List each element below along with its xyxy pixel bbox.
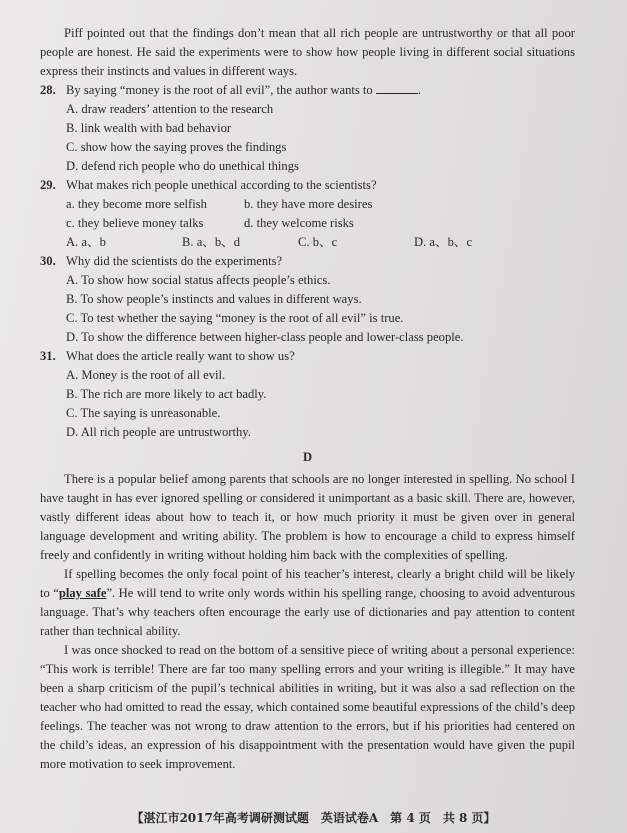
- option-d: D. a、b、c: [414, 235, 473, 249]
- statement-row: [40, 214, 575, 233]
- option-d: D. To show the difference between higher-class people and lower-class people.: [66, 330, 464, 344]
- question-29: [40, 176, 575, 252]
- question-31: [40, 347, 575, 442]
- option-b: B. The rich are more likely to act badly.: [66, 387, 267, 401]
- question-stem: By saying “money is the root of all evil”, the author wants to .: [66, 83, 422, 97]
- passage-paragraph-3: I was once shocked to read on the bottom of a sensitive piece of writing about a personal experience: “This work is terrible! There are far too many spelling errors and your writing is illegible.” It may have been a sharp criticism of the pupil’s technical abilities in writing, but it was also a sad reflection on the teacher who had omitted to read the essay, which contained some beautiful expressions of the child’s deep feelings. The teacher was not wrong to draw attention to the errors, but if his priorities had centered on the child’s ideas, an expression of his disappointment with the presentation would have given the pupil more motivation to seek improvement.: [40, 643, 575, 771]
- question-number: 31.: [40, 349, 56, 363]
- statement-d: d. they welcome risks: [244, 216, 354, 230]
- option-d: D. All rich people are untrustworthy.: [66, 425, 251, 439]
- section-heading: D: [302, 450, 313, 464]
- page-footer: 【湛江市2017年高考调研测试题 英语试卷A 第 4 页 共 8 页】: [131, 811, 496, 825]
- passage-paragraph-2: If spelling becomes the only focal point of his teacher’s interest, clearly a bright child will be likely to “play safe”. He will tend to write only words within his spelling range, choosing to avoid adventurous language. That’s why teachers often encourage the early use of dictionaries and pay attention to content rather than technical ability.: [40, 567, 575, 638]
- option-c: C. To test whether the saying “money is the root of all evil” is true.: [66, 311, 404, 325]
- question-stem: What does the article really want to show us?: [66, 349, 295, 363]
- statement-row: [40, 195, 575, 214]
- option-a: A. draw readers’ attention to the research: [66, 102, 274, 116]
- option-d: D. defend rich people who do unethical things: [66, 159, 299, 173]
- option-row: [40, 233, 575, 252]
- statement-a: a. they become more selfish: [66, 197, 207, 211]
- underlined-phrase: play safe: [58, 586, 107, 600]
- option-c: C. The saying is unreasonable.: [66, 406, 221, 420]
- intro-paragraph: Piff pointed out that the findings don’t mean that all rich people are untrustworthy or that all poor people are honest. He said the experiments were to show how people living in different social situations express their instincts and values in different ways.: [40, 26, 575, 78]
- statement-c: c. they believe money talks: [66, 216, 204, 230]
- option-b: B. link wealth with bad behavior: [66, 121, 232, 135]
- option-c: C. show how the saying proves the findings: [66, 140, 287, 154]
- option-a: A. To show how social status affects people’s ethics.: [66, 273, 331, 287]
- option-a: A. Money is the root of all evil.: [66, 368, 226, 382]
- question-number: 29.: [40, 178, 56, 192]
- question-number: 28.: [40, 83, 56, 97]
- option-a: A. a、b: [66, 235, 106, 249]
- question-30: [40, 252, 575, 347]
- question-28: [40, 81, 575, 176]
- option-c: C. b、c: [298, 235, 338, 249]
- question-number: 30.: [40, 254, 56, 268]
- option-b: B. To show people’s instincts and values in different ways.: [66, 292, 362, 306]
- passage-paragraph-1: There is a popular belief among parents that schools are no longer interested in spelling. No school I have taught in has ever ignored spelling or considered it unimportant as a basic skill. There are, however, vastly different ideas about how to teach it, or how much priority it must be given over in general language development and writing ability. The problem is how to encourage a child to express himself freely and confidently in writing without holding him back with the complexities of spelling.: [40, 472, 575, 562]
- question-stem: What makes rich people unethical according to the scientists?: [66, 178, 377, 192]
- option-b: B. a、b、d: [182, 235, 241, 249]
- statement-b: b. they have more desires: [244, 197, 373, 211]
- answer-blank[interactable]: [376, 81, 418, 94]
- question-stem: Why did the scientists do the experiments?: [66, 254, 283, 268]
